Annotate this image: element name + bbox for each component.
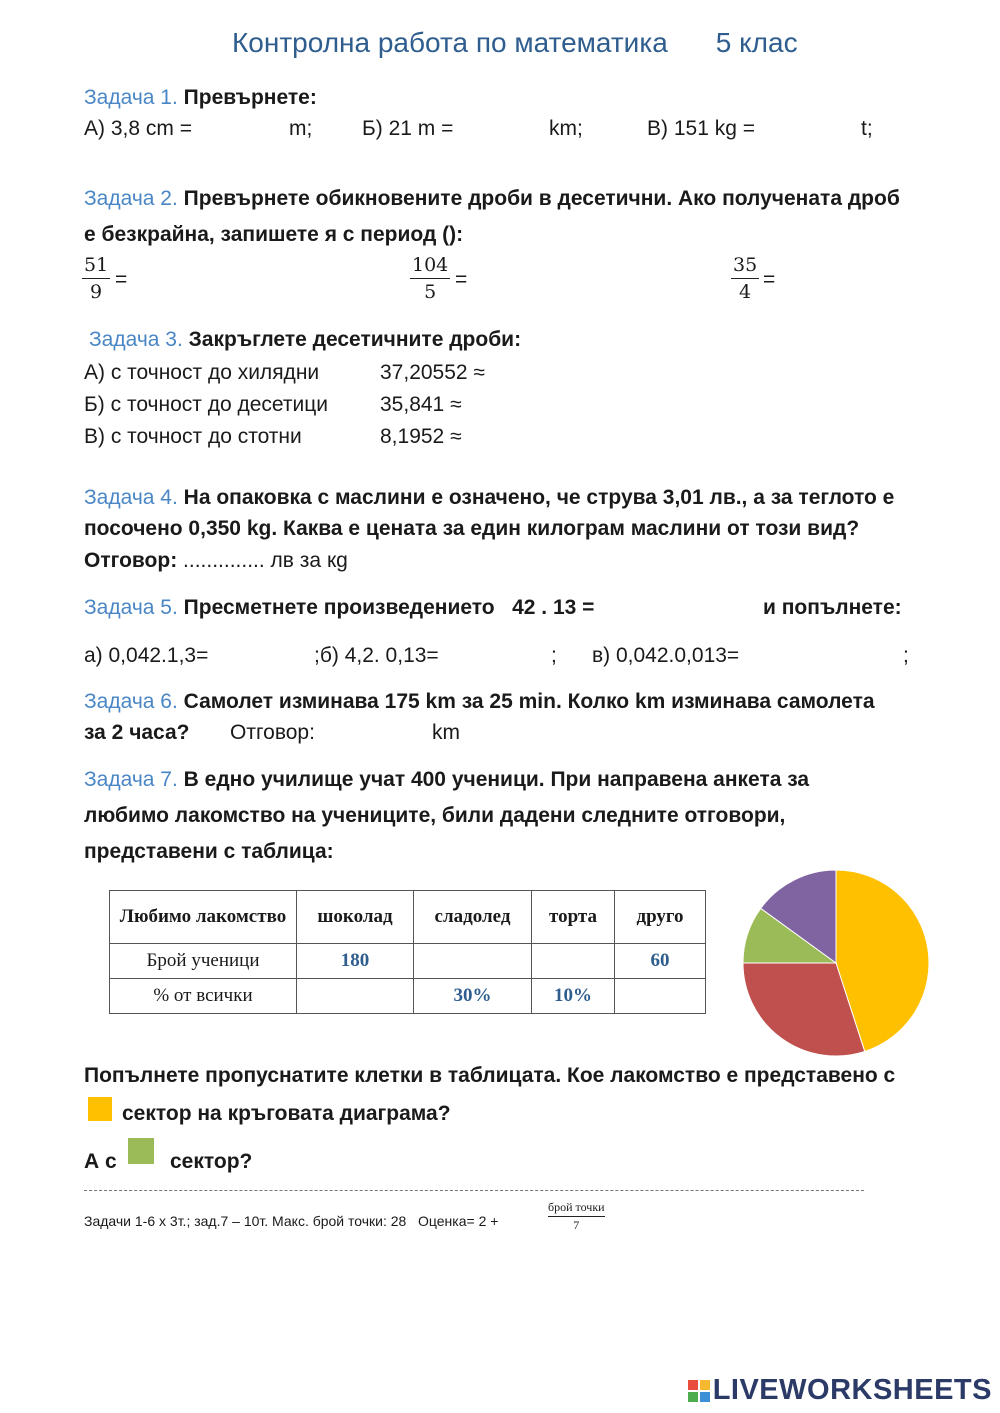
fraction-3 (731, 254, 759, 303)
task5-c: в) 0,042.0,013= (592, 644, 740, 667)
task7-line1-text: В едно училище учат 400 ученици. При направена анкета за (183, 768, 810, 791)
task6-line2: за 2 часа? (84, 721, 190, 744)
table-header-cell: Любимо лакомство (110, 891, 297, 944)
fraction-1 (82, 254, 110, 303)
fraction-2-eq: = (455, 268, 468, 291)
task2-heading (84, 187, 900, 211)
task5-fill: и попълнете: (763, 596, 902, 619)
fraction-3-den: 4 (739, 281, 752, 303)
task4-line2: посочено 0,350 kg. Каква е цената за един килограм маслини от този вид? (84, 517, 860, 540)
footer-fraction-bar (548, 1216, 605, 1217)
table-cell-input[interactable] (615, 979, 706, 1014)
table-cell-input[interactable] (297, 979, 414, 1014)
task1-heading (84, 86, 317, 110)
table-header-cell: друго (615, 891, 706, 944)
task5-c-end: ; (903, 644, 909, 667)
task1-a-prefix: А) 3,8 cm = (84, 117, 192, 140)
task6-unit: km (432, 721, 460, 744)
task5-a: а) 0,042.1,3= (84, 644, 209, 667)
footer-fraction-den: 7 (573, 1218, 580, 1232)
fraction-2-bar (410, 278, 450, 279)
table-header-cell: сладолед (414, 891, 532, 944)
fraction-1-bar (82, 278, 110, 279)
survey-table (109, 890, 706, 1014)
footer-fraction-num: брой точки (548, 1200, 605, 1214)
task3-row-c-value: 8,1952 ≈ (380, 425, 462, 448)
fraction-1-num: 51 (84, 254, 109, 276)
task2-instruction-line2: е безкрайна, запишете я с период (): (84, 223, 464, 246)
brand-name: LIVEWORKSHEETS (712, 1374, 992, 1406)
task7-line2: любимо лакомство на учениците, били дадени следните отговори, (84, 804, 786, 827)
table-row-label: Брой ученици (110, 944, 297, 979)
fraction-2 (410, 254, 450, 303)
task3-heading (89, 328, 521, 352)
task5-b-end: ; (551, 644, 557, 667)
task3-label: Задача 3. (89, 328, 183, 351)
task3-row-b-text: Б) с точност до десетици (84, 393, 329, 416)
task3-instruction: Закръглете десетичните дроби: (188, 328, 522, 351)
grade-text: 5 клас (715, 27, 798, 58)
task4-answer (84, 549, 348, 573)
fraction-2-num: 104 (412, 254, 449, 276)
task3-row-c-text: В) с точност до стотни (84, 425, 302, 448)
table-row-label: % от всички (110, 979, 297, 1014)
table-cell: 10% (532, 979, 615, 1014)
task3-row-a-text: А) с точност до хилядни (84, 361, 320, 384)
task7-line1 (84, 768, 809, 792)
fraction-3-eq: = (763, 268, 776, 291)
task6-label: Задача 6. (84, 690, 178, 713)
fraction-2-den: 5 (424, 281, 437, 303)
fraction-1-den: 9 (90, 281, 103, 303)
task5-label: Задача 5. (84, 596, 178, 619)
table-header-cell: торта (532, 891, 615, 944)
yellow-square-swatch (88, 1097, 112, 1121)
green-square-swatch (128, 1138, 154, 1164)
task4-answer-text: .............. лв за кg (177, 549, 348, 572)
task6-line1 (84, 690, 875, 714)
fraction-1-eq: = (115, 268, 128, 291)
fraction-3-bar (731, 278, 759, 279)
task7-question-line2: сектор на кръговата диаграма? (122, 1102, 451, 1125)
task1-c-prefix: В) 151 kg = (647, 117, 755, 140)
task7-line3: представени с таблица: (84, 840, 334, 863)
task4-line1-text: На опаковка с маслини е означено, че струва 3,01 лв., а за теглото е (183, 486, 895, 509)
task1-label: Задача 1. (84, 86, 178, 109)
task5-heading (84, 596, 594, 620)
table-cell-input[interactable] (532, 944, 615, 979)
table-cell: 60 (615, 944, 706, 979)
table-row (110, 944, 706, 979)
task7-question3-prefix: А с (84, 1150, 117, 1173)
table-header-cell: шоколад (297, 891, 414, 944)
task6-line1-text: Самолет изминава 175 km за 25 min. Колко km изминава самолета (183, 690, 875, 713)
task1-c-unit: t; (861, 117, 873, 140)
task1-instruction: Превърнете: (183, 86, 317, 109)
footer-text: Задачи 1-6 х 3т.; зад.7 – 10т. Макс. брой точки: 28 Оценка= 2 + (84, 1213, 499, 1229)
task3-row-a-value: 37,20552 ≈ (380, 361, 485, 384)
task4-answer-label: Отговор: (84, 549, 178, 572)
pie-chart (740, 867, 932, 1059)
task7-label: Задача 7. (84, 768, 178, 791)
task1-b-prefix: Б) 21 m = (362, 117, 454, 140)
task2-instruction-line1: Превърнете обикновените дроби в десетични. Ако получената дроб (183, 187, 900, 210)
task5-instruction: Пресметнете произведението 42 . 13 = (183, 596, 595, 619)
task1-b-unit: km; (549, 117, 583, 140)
table-header-row (110, 891, 706, 944)
task4-label: Задача 4. (84, 486, 178, 509)
footer-fraction (548, 1200, 605, 1233)
task7-question-line1: Попълнете пропуснатите клетки в таблицата. Кое лакомство е представено с (84, 1064, 896, 1087)
task4-line1 (84, 486, 894, 510)
page-title (232, 27, 798, 59)
title-text: Контролна работа по математика (232, 27, 668, 58)
table-cell: 180 (297, 944, 414, 979)
fraction-3-num: 35 (733, 254, 758, 276)
liveworksheets-logo-icon (688, 1380, 710, 1402)
task1-a-unit: m; (289, 117, 313, 140)
task2-label: Задача 2. (84, 187, 178, 210)
task7-question3-suffix: сектор? (170, 1150, 253, 1173)
task5-a-end: ;б) 4,2. 0,13= (314, 644, 439, 667)
table-row (110, 979, 706, 1014)
table-cell-input[interactable] (414, 944, 532, 979)
task6-answer-label: Отговор: (230, 721, 315, 744)
liveworksheets-logo (688, 1374, 992, 1407)
footer-divider (84, 1190, 864, 1191)
task3-row-b-value: 35,841 ≈ (380, 393, 462, 416)
table-cell: 30% (414, 979, 532, 1014)
